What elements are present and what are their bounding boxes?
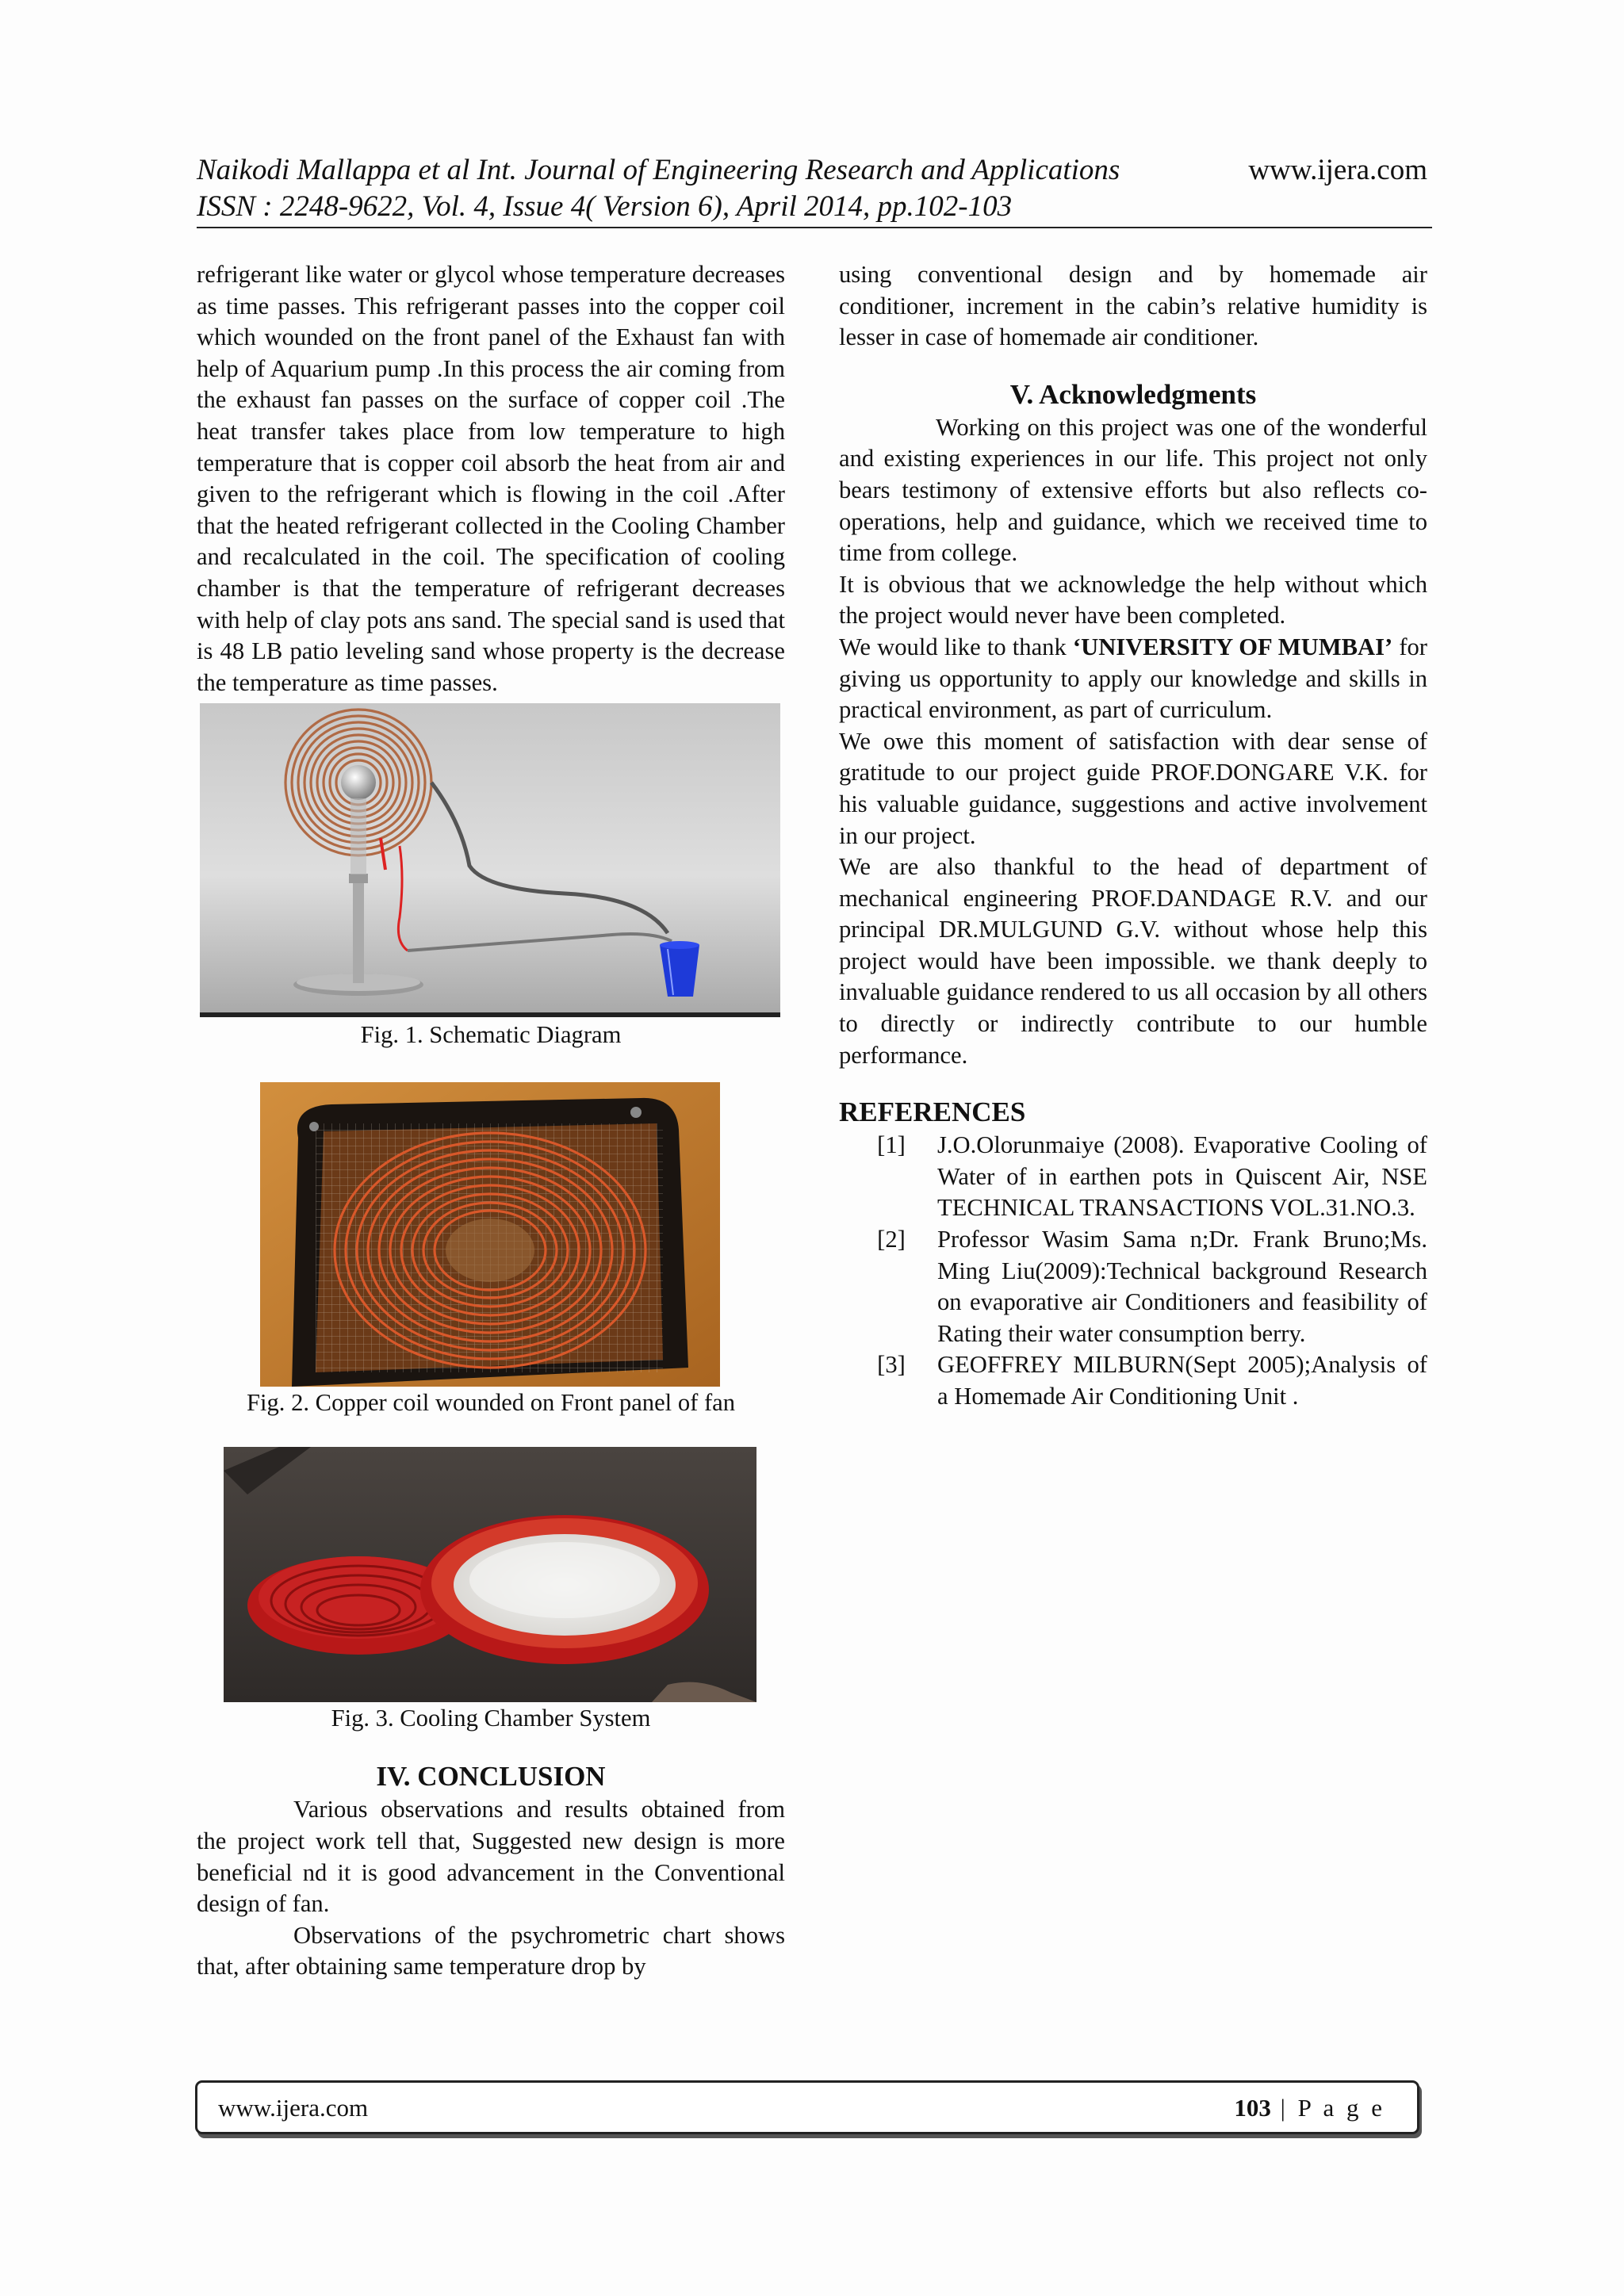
conclusion-paragraph-2: Observations of the psychrometric chart shows that, after obtaining same temperature drop by bbox=[197, 1921, 785, 1980]
page-label: | P a g e bbox=[1270, 2094, 1385, 2122]
reference-number: [1] bbox=[877, 1131, 906, 1159]
ack-p3-pre: We would like to thank bbox=[839, 633, 1073, 660]
figure-2-copper-coil bbox=[260, 1082, 720, 1387]
left-column bbox=[197, 259, 785, 1983]
figure-2-caption: Fig. 2. Copper coil wounded on Front panel of fan bbox=[246, 1389, 736, 1417]
reference-text: J.O.Olorunmaiye (2008). Evaporative Cooling of Water of in earthen pots in Quiscent Air, NSE TECHNICAL TRANSACTIONS VOL.31.NO.3. bbox=[937, 1131, 1427, 1222]
conclusion-heading: IV. CONCLUSION bbox=[376, 1761, 606, 1793]
reference-text: Professor Wasim Sama n;Dr. Frank Bruno;Ms. Ming Liu(2009):Technical background Research on evaporative air Conditioners and feasibility of Rating their water consumption berry. bbox=[937, 1226, 1427, 1347]
header-issn-line: ISSN : 2248-9622, Vol. 4, Issue 4( Version 6), April 2014, pp.102-103 bbox=[197, 190, 1013, 223]
header-journal-line: Naikodi Mallappa et al Int. Journal of Engineering Research and Applications bbox=[197, 154, 1120, 186]
page-footer bbox=[195, 2080, 1419, 2134]
figure-1-caption: Fig. 1. Schematic Diagram bbox=[360, 1021, 622, 1049]
references-heading: REFERENCES bbox=[839, 1096, 1026, 1128]
reference-text: GEOFFREY MILBURN(Sept 2005);Analysis of a Homemade Air Conditioning Unit . bbox=[937, 1351, 1427, 1410]
ack-paragraph-3 bbox=[839, 632, 1427, 726]
ack-paragraph-1: Working on this project was one of the wonderful and existing experiences in our life. This project not only bears testimony of extensive efforts but also reflects co-operations, help and guidance, which we received time to time from college. bbox=[839, 413, 1427, 567]
ack-paragraph-2: It is obvious that we acknowledge the help without which the project would never have been completed. bbox=[839, 570, 1427, 629]
ack-paragraph-5: We are also thankful to the head of department of mechanical engineering PROF.DANDAGE R.V. and our principal DR.MULGUND G.V. without whose help this project would have been impossible. we thank deeply to invaluable guidance rendered to us all occasion by all others to directly or indirectly contribute to our humble performance. bbox=[839, 853, 1427, 1069]
page-number: 103 bbox=[1234, 2094, 1271, 2122]
figure-3-caption: Fig. 3. Cooling Chamber System bbox=[331, 1705, 651, 1732]
right-column bbox=[839, 259, 1427, 1413]
conclusion-paragraph-1: Various observations and results obtained from the project work tell that, Suggested new design is more beneficial nd it is good advancement in the Conventional design of fan. bbox=[197, 1796, 785, 1918]
references-list bbox=[839, 1130, 1427, 1412]
header-rule bbox=[197, 227, 1432, 228]
body-paragraph: refrigerant like water or glycol whose temperature decreases as time passes. This refrigerant passes into the copper coil which wounded on the front panel of the Exhaust fan with help of Aquarium pump .In this process the air coming from the exhaust fan passes on the surface of copper coil .The heat transfer takes place from low temperature to high temperature that is copper coil absorb the heat from air and given to the refrigerant which is flowing in the coil .After that the heated refrigerant collected in the Cooling Chamber and recalculated in the coil. The specification of cooling chamber is that the temperature of refrigerant decreases with help of clay pots ans sand. The special sand is used that is 48 LB patio leveling sand whose property is the decrease the temperature as time passes. bbox=[197, 261, 785, 696]
reference-item bbox=[839, 1130, 1427, 1224]
header-url[interactable]: www.ijera.com bbox=[1248, 154, 1427, 186]
body-paragraph-continued: using conventional design and by homemade air conditioner, increment in the cabin’s relative humidity is lesser in case of homemade air conditioner. bbox=[839, 261, 1427, 351]
cooling-chamber-photo bbox=[224, 1447, 756, 1702]
ack-p3-post: for giving us opportunity to apply our knowledge and skills in practical environment, as part of curriculum. bbox=[839, 633, 1427, 724]
reference-number: [3] bbox=[877, 1351, 906, 1379]
schematic-fan-image bbox=[200, 703, 780, 1017]
footer-url[interactable]: www.ijera.com bbox=[218, 2094, 369, 2122]
reference-item bbox=[839, 1224, 1427, 1349]
reference-number: [2] bbox=[877, 1226, 906, 1253]
copper-coil-photo bbox=[260, 1082, 720, 1387]
footer-page-number bbox=[1234, 2094, 1385, 2122]
acknowledgments-heading: V. Acknowledgments bbox=[1009, 378, 1257, 410]
reference-item bbox=[839, 1349, 1427, 1412]
university-name: ‘UNIVERSITY OF MUMBAI’ bbox=[1072, 633, 1393, 660]
running-header bbox=[197, 152, 1432, 225]
figure-1-schematic bbox=[200, 703, 780, 1017]
figure-3-cooling-chamber bbox=[224, 1447, 756, 1702]
ack-paragraph-4: We owe this moment of satisfaction with dear sense of gratitude to our project guide PROF.DONGARE V.K. for his valuable guidance, suggestions and active involvement in our project. bbox=[839, 727, 1427, 849]
